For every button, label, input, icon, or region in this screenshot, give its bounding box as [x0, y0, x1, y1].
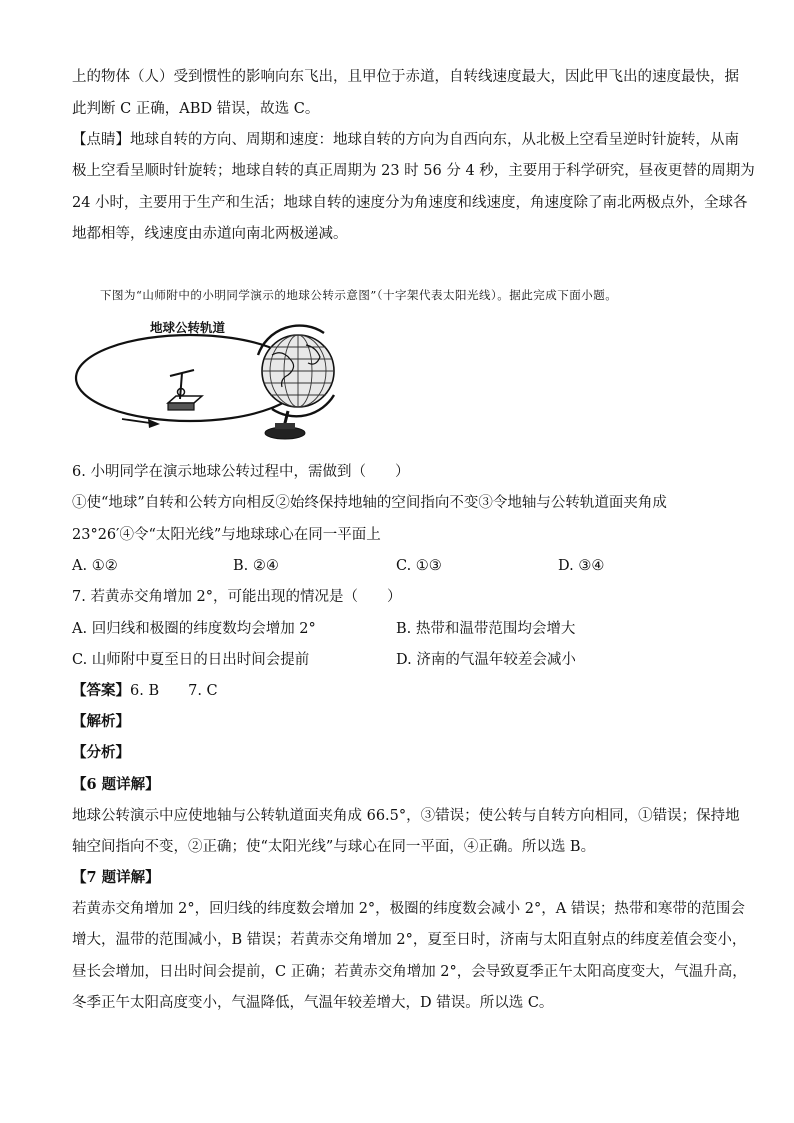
prev-answer-line-2: 此判断 C 正确，ABD 错误，故选 C。 — [72, 101, 320, 117]
prev-answer-line-1: 上的物体（人）受到惯性的影响向东飞出，且甲位于赤道，自转线速度最大，因此甲飞出的速度最快，据 — [72, 69, 739, 85]
q7-option-b: B. 热带和温带范围均会增大 — [396, 621, 576, 637]
sunlight-cross-model — [168, 370, 202, 410]
note-line-2: 极上空看呈顺时针旋转；地球自转的真正周期为 23 时 56 分 4 秒，主要用于科学研究，昼夜更替的周期为 — [72, 163, 755, 179]
q7-option-c: C. 山师附中夏至日的日出时间会提前 — [72, 652, 310, 668]
note-line-1: 【点睛】地球自转的方向、周期和速度：地球自转的方向为自西向东，从北极上空看呈逆时针旋转，从南 — [72, 132, 739, 148]
detail7-line-1: 若黄赤交角增加 2°，回归线的纬度数会增加 2°，极圈的纬度数会减小 2°，A 错误；热带和寒带的范围会 — [72, 901, 745, 917]
figure-title: 地球公转轨道 — [150, 320, 226, 335]
q6-option-c: C. ①③ — [396, 558, 442, 574]
answer-row — [72, 681, 218, 701]
q7-option-a: A. 回归线和极圈的纬度数均会增加 2° — [72, 621, 316, 637]
answer-text: 6. B 7. C — [130, 683, 218, 699]
fenxi-label: 【分析】 — [72, 744, 130, 761]
q6-items-line-1: ①使“地球”自转和公转方向相反②始终保持地轴的空间指向不变③令地轴与公转轨道面夹角成 — [72, 495, 667, 511]
figure-caption: 下图为“山师附中的小明同学演示的地球公转示意图”（十字架代表太阳光线）。据此完成下面小题。 — [100, 288, 618, 302]
q6-option-b: B. ②④ — [233, 558, 279, 574]
detail7-label: 【7 题详解】 — [72, 869, 160, 886]
detail7-line-2: 增大，温带的范围减小，B 错误；若黄赤交角增加 2°，夏至日时，济南与太阳直射点的纬度差值会变小， — [72, 932, 747, 948]
note-line-3: 24 小时，主要用于生产和生活；地球自转的速度分为角速度和线速度，角速度除了南北两极点外，全球各 — [72, 195, 748, 211]
q6-stem: 6. 小明同学在演示地球公转过程中，需做到（ ） — [72, 464, 410, 480]
detail6-label: 【6 题详解】 — [72, 776, 160, 793]
detail7-line-4: 冬季正午太阳高度变小，气温降低，气温年较差增大，D 错误。所以选 C。 — [72, 995, 554, 1011]
analysis-label: 【解析】 — [72, 713, 130, 730]
detail6-line-2: 轴空间指向不变，②正确；使“太阳光线”与球心在同一平面，④正确。所以选 B。 — [72, 839, 596, 855]
orbit-illustration — [72, 315, 342, 445]
q6-items-line-2: 23°26′④令“太阳光线”与地球球心在同一平面上 — [72, 527, 381, 543]
q6-option-d: D. ③④ — [558, 558, 605, 574]
detail6-line-1: 地球公转演示中应使地轴与公转轨道面夹角成 66.5°，③错误；使公转与自转方向相同，①错误；保持地 — [72, 808, 740, 824]
q7-option-d: D. 济南的气温年较差会减小 — [396, 652, 576, 668]
detail7-line-3: 昼长会增加，日出时间会提前，C 正确；若黄赤交角增加 2°，会导致夏季正午太阳高度变大，气温升高， — [72, 964, 747, 980]
q7-stem: 7. 若黄赤交角增加 2°，可能出现的情况是（ ） — [72, 589, 402, 605]
note-line-4: 地都相等，线速度由赤道向南北两极递减。 — [72, 226, 348, 242]
orbit-arrow-line — [122, 419, 150, 423]
globe-model — [258, 326, 334, 439]
q6-option-a: A. ①② — [72, 558, 118, 574]
answer-label: 【答案】 — [72, 682, 130, 699]
